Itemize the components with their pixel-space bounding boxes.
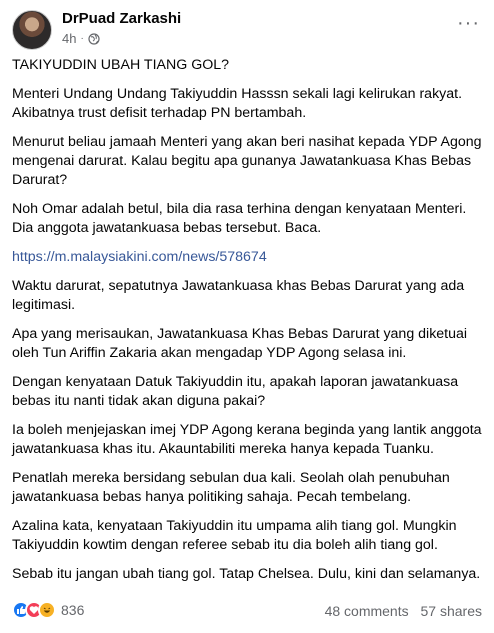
post-paragraph: Menteri Undang Undang Takiyuddin Hasssn sekali lagi kelirukan rakyat. Akibatnya trust defisit terhadap PN bertambah. (12, 86, 463, 121)
reactions-summary[interactable] (12, 601, 84, 619)
post-paragraph: Dengan kenyataan Datuk Takiyuddin itu, apakah laporan jawatankuasa bebas itu nanti tidak akan diguna pakai? (12, 374, 459, 409)
comments-count[interactable]: 48 comments (324, 603, 409, 619)
post-paragraph: Menurut beliau jamaah Menteri yang akan beri nasihat kepada YDP Agong mengenai darurat. Kalau begitu apa gunanya Jawatankuasa Khas Bebas Darurat? (12, 134, 482, 188)
article-link[interactable]: https://m.malaysiakini.com/news/578674 (12, 249, 267, 265)
reaction-count: 836 (61, 602, 85, 618)
post-paragraph: Ia boleh menjejaskan imej YDP Agong kerana beginda yang lantik anggota jawatankuasa khas itu. Akauntabiliti mereka hanya kepada Tuanku. (12, 422, 482, 457)
post-paragraph: Sebab itu jangan ubah tiang gol. Tatap Chelsea. Dulu, kini dan selamanya. (12, 566, 481, 582)
meta-separator: · (80, 33, 84, 44)
post-meta (62, 31, 100, 46)
post-paragraph: Penatlah mereka bersidang sebulan dua kali. Seolah olah penubuhan jawatankuasa bebas hanya politiking sahaja. Pecah tembelang. (12, 470, 450, 505)
post-paragraph: Azalina kata, kenyataan Takiyuddin itu umpama alih tiang gol. Mungkin Takiyuddin kowtim dengan referee sebab itu dia boleh alih tiang gol. (12, 518, 457, 553)
post-time[interactable]: 4h (62, 31, 77, 46)
post-body (12, 56, 484, 594)
author-name[interactable]: DrPuad Zarkashi (62, 10, 182, 27)
shares-count[interactable]: 57 shares (420, 603, 482, 619)
post-paragraph: Waktu darurat, sepatutnya Jawatankuasa khas Bebas Darurat yang ada legitimasi. (12, 278, 465, 313)
author-avatar[interactable] (12, 10, 52, 50)
post-stats (325, 603, 482, 619)
post-footer (12, 601, 482, 625)
post-paragraph: TAKIYUDDIN UBAH TIANG GOL? (12, 57, 230, 73)
post-paragraph: Noh Omar adalah betul, bila dia rasa terhina dengan kenyataan Menteri. Dia anggota jawatankuasa bebas tersebut. Baca. (12, 201, 467, 236)
post-header (12, 10, 482, 50)
more-options-button[interactable]: ··· (457, 12, 480, 34)
haha-icon (38, 601, 56, 619)
post-paragraph: Apa yang merisaukan, Jawatankuasa Khas Bebas Darurat yang diketuai oleh Tun Ariffin Zakaria akan mengadap YDP Agong selasa ini. (12, 326, 468, 361)
globe-icon (88, 33, 100, 45)
post-link-paragraph (12, 248, 484, 267)
